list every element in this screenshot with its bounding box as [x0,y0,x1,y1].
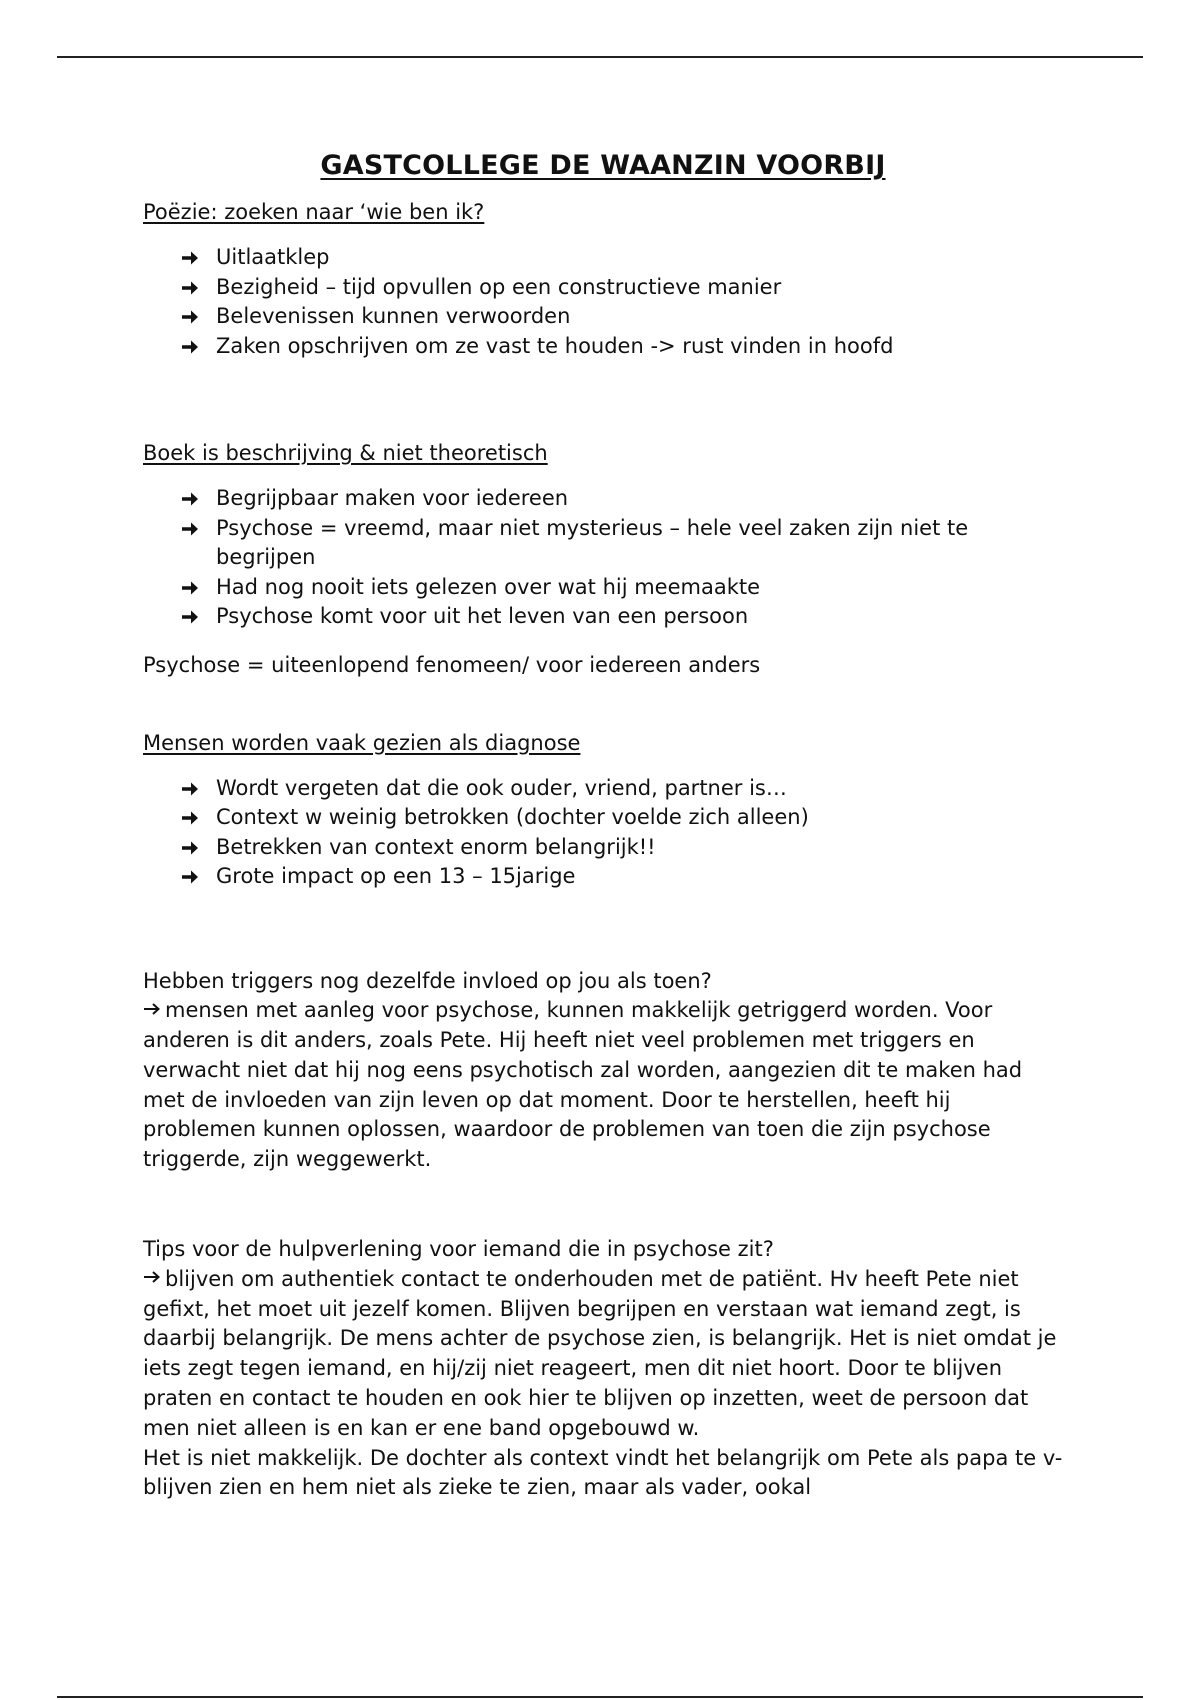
list-item [143,573,1063,603]
bullet-list-boek [143,484,1063,632]
qa-answer [143,996,1063,1175]
list-item-text: Psychose = vreemd, maar niet mysterieus – hele veel zaken zijn niet te begrijpen [216,515,969,569]
list-item [143,243,1063,273]
bottom-rule [57,1696,1143,1698]
arrow-bullet-icon [181,273,199,296]
bullet-list-poezie [143,243,1063,361]
list-item [143,302,1063,332]
arrow-bullet-icon [181,803,199,826]
arrow-bullet-icon [181,243,199,266]
section-heading-boek: Boek is beschrijving & niet theoretisch [143,441,548,465]
list-item-text: Grote impact op een 13 – 15jarige [216,864,576,888]
document-title: GASTCOLLEGE DE WAANZIN VOORBIJ [320,150,886,181]
arrow-bullet-icon [181,602,199,625]
list-item-text: Bezigheid – tijd opvullen op een constructieve manier [216,274,782,299]
list-item [143,332,1063,362]
arrow-bullet-icon [181,484,199,507]
qa-answer-continuation: Het is niet makkelijk. De dochter als context vindt het belangrijk om Pete als papa te v-blijven zien en hem niet als zieke te zien, maar als vader, ookal [143,1445,1063,1500]
list-item [143,862,1063,892]
arrow-bullet-icon [181,302,199,325]
list-item [143,484,1063,514]
bullet-list-diagnose [143,774,1063,892]
list-item-text: Wordt vergeten dat die ook ouder, vriend, partner is… [216,775,787,800]
arrow-bullet-icon [181,573,199,596]
arrow-bullet-icon [181,774,199,797]
section-heading-diagnose: Mensen worden vaak gezien als diagnose [143,730,581,755]
document-page [143,150,1063,1503]
list-item [143,803,1063,833]
list-item [143,273,1063,303]
list-item-text: Zaken opschrijven om ze vast te houden -> rust vinden in hoofd [216,333,894,358]
top-rule [57,56,1143,58]
arrow-icon [143,1263,161,1293]
qa-block-triggers [143,967,1063,1176]
qa-answer-text: mensen met aanleg voor psychose, kunnen makkelijk getriggerd worden. Voor anderen is dit anders, zoals Pete. Hij heeft niet veel problemen met triggers en verwacht niet dat hij nog eens psychotisch zal worden, aangezien dit te maken had met de invloeden van zijn leven op dat moment. Door te herstellen, heeft hij problemen kunnen oplossen, waardoor de problemen van toen die zijn psychose triggerde, zijn weggewerkt. [143,998,1023,1172]
qa-question: Tips voor de hulpverlening voor iemand die in psychose zit? [143,1237,774,1262]
list-item [143,514,1063,573]
arrow-bullet-icon [181,514,199,537]
arrow-bullet-icon [181,862,199,885]
section-heading-poezie: Poëzie: zoeken naar ‘wie ben ik? [143,200,485,224]
list-item-text: Belevenissen kunnen verwoorden [216,304,571,328]
psychose-statement: Psychose = uiteenlopend fenomeen/ voor iedereen anders [143,652,761,677]
list-item-text: Context w weinig betrokken (dochter voelde zich alleen) [216,805,809,829]
list-item-text: Begrijpbaar maken voor iedereen [216,486,569,510]
list-item-text: Betrekken van context enorm belangrijk!! [216,834,656,859]
list-item [143,602,1063,632]
arrow-bullet-icon [181,332,199,355]
qa-answer [143,1265,1063,1444]
list-item [143,774,1063,804]
qa-block-tips [143,1235,1063,1503]
qa-question: Hebben triggers nog dezelfde invloed op jou als toen? [143,968,712,993]
qa-answer-text: blijven om authentiek contact te onderhouden met de patiënt. Hv heeft Pete niet gefixt, het moet uit jezelf komen. Blijven begrijpen en verstaan wat iemand zegt, is daarbij belangrijk. De mens achter de psychose zien, is belangrijk. Het is niet omdat je iets zegt tegen iemand, en hij/zij niet reageert, men dit niet hoort. Door te blijven praten en contact te houden en ook hier te blijven op inzetten, weet de persoon dat men niet alleen is en kan er ene band opgebouwd w. [143,1266,1057,1440]
arrow-icon [143,995,161,1025]
list-item [143,833,1063,863]
arrow-bullet-icon [181,833,199,856]
list-item-text: Had nog nooit iets gelezen over wat hij meemaakte [216,574,761,599]
list-item-text: Uitlaatklep [216,245,330,269]
list-item-text: Psychose komt voor uit het leven van een persoon [216,604,749,628]
